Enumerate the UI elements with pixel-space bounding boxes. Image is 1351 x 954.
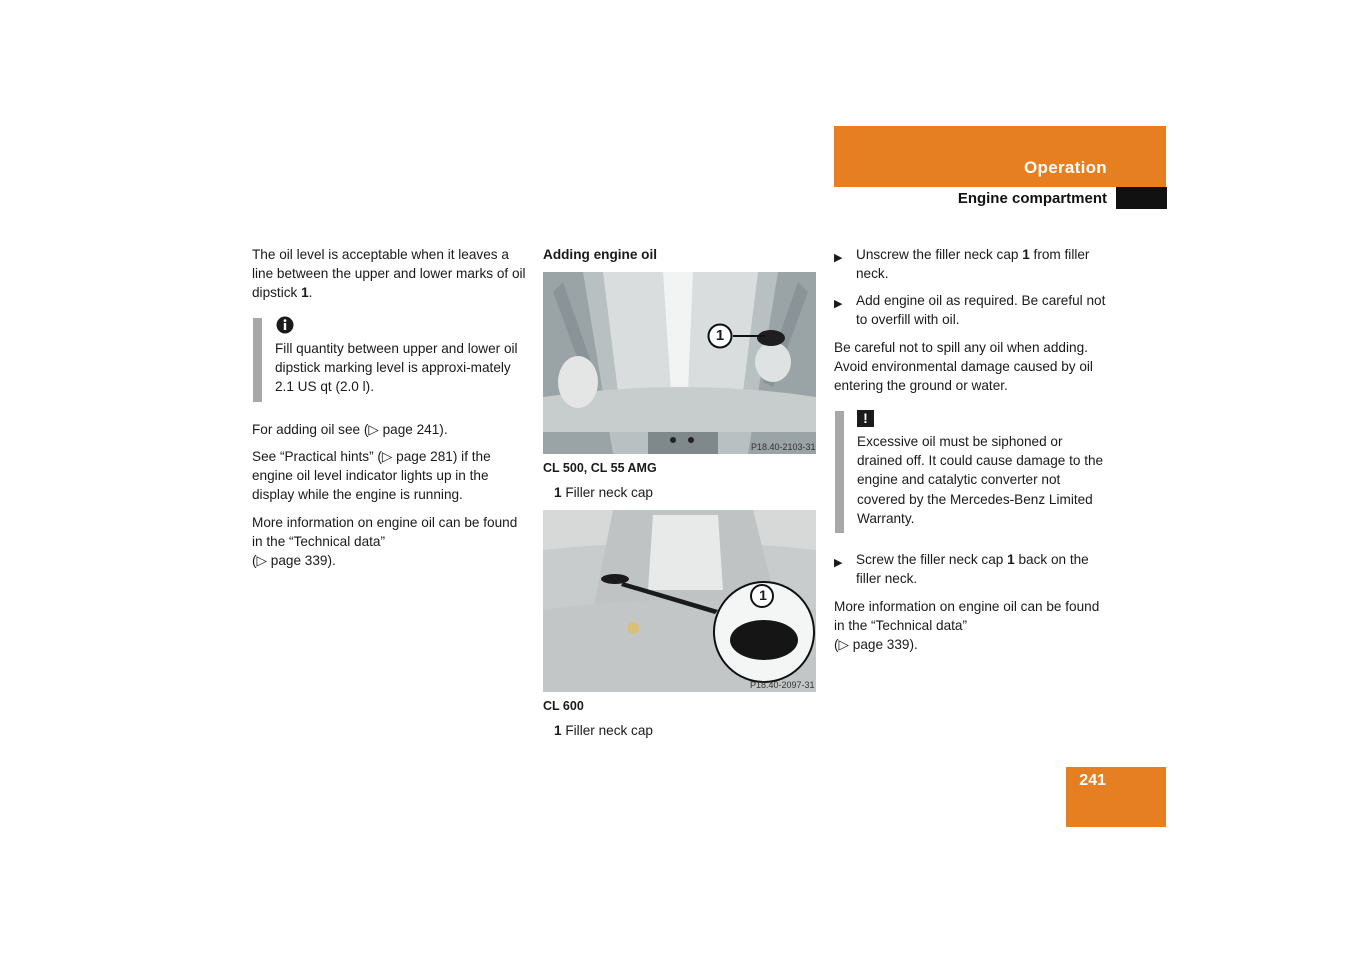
more-info-paragraph-2: More information on engine oil can be found in the “Technical data” (▷ page 339).	[834, 599, 1100, 653]
oil-level-paragraph: The oil level is acceptable when it leaves a line between the upper and lower marks of oil dipstick 1.	[252, 247, 526, 301]
bullet-arrow-icon: ▶	[834, 557, 843, 569]
step-unscrew-cap: ▶ Unscrew the filler neck cap 1 from filler neck.	[834, 247, 1090, 282]
header-tab-marker	[1116, 187, 1167, 209]
callout-1-fig2-label: 1	[759, 587, 767, 603]
callout-1-fig1-label: 1	[715, 327, 725, 344]
bullet-arrow-icon: ▶	[834, 252, 843, 264]
figure-code-1: P18.40-2103-31	[751, 442, 816, 452]
info-icon	[276, 316, 294, 339]
section-title: Operation	[1024, 158, 1107, 177]
figure-1-caption: CL 500, CL 55 AMG	[543, 461, 657, 475]
bullet-arrow-icon: ▶	[834, 298, 843, 310]
figure-code-2: P18.40-2097-31	[750, 680, 815, 690]
info-note-text: Fill quantity between upper and lower oil dipstick marking level is approxi-mately 2.1 US qt (2.0 l).	[275, 341, 518, 395]
spill-warning-paragraph: Be careful not to spill any oil when adding. Avoid environmental damage caused by oil entering the ground or water.	[834, 340, 1093, 394]
practical-hints-paragraph: See “Practical hints” (▷ page 281) if the engine oil level indicator lights up in the display while the engine is running.	[252, 449, 491, 503]
engine-photo-cl500	[543, 272, 816, 454]
more-info-paragraph: More information on engine oil can be found in the “Technical data” (▷ page 339).	[252, 515, 518, 569]
adding-oil-ref: For adding oil see (▷ page 241).	[252, 422, 448, 437]
subsection-title: Engine compartment	[957, 190, 1107, 207]
figure-1-legend: 1 Filler neck cap	[554, 485, 653, 500]
figure-2-legend: 1 Filler neck cap	[554, 723, 653, 738]
adding-oil-heading: Adding engine oil	[543, 247, 658, 262]
step-screw-cap: ▶ Screw the filler neck cap 1 back on the filler neck.	[834, 552, 1089, 587]
page-number: 241	[1079, 772, 1106, 789]
step-add-oil: ▶ Add engine oil as required. Be careful not to overfill with oil.	[834, 293, 1106, 328]
figure-2-caption: CL 600	[543, 699, 584, 713]
warning-note-bar	[835, 411, 844, 533]
warning-note-text: Excessive oil must be siphoned or drained off. It could cause damage to the engine and catalytic converter not covered by the Mercedes-Benz Limited Warranty.	[857, 434, 1104, 526]
warning-icon: !	[857, 410, 874, 427]
info-note-bar	[253, 318, 262, 402]
